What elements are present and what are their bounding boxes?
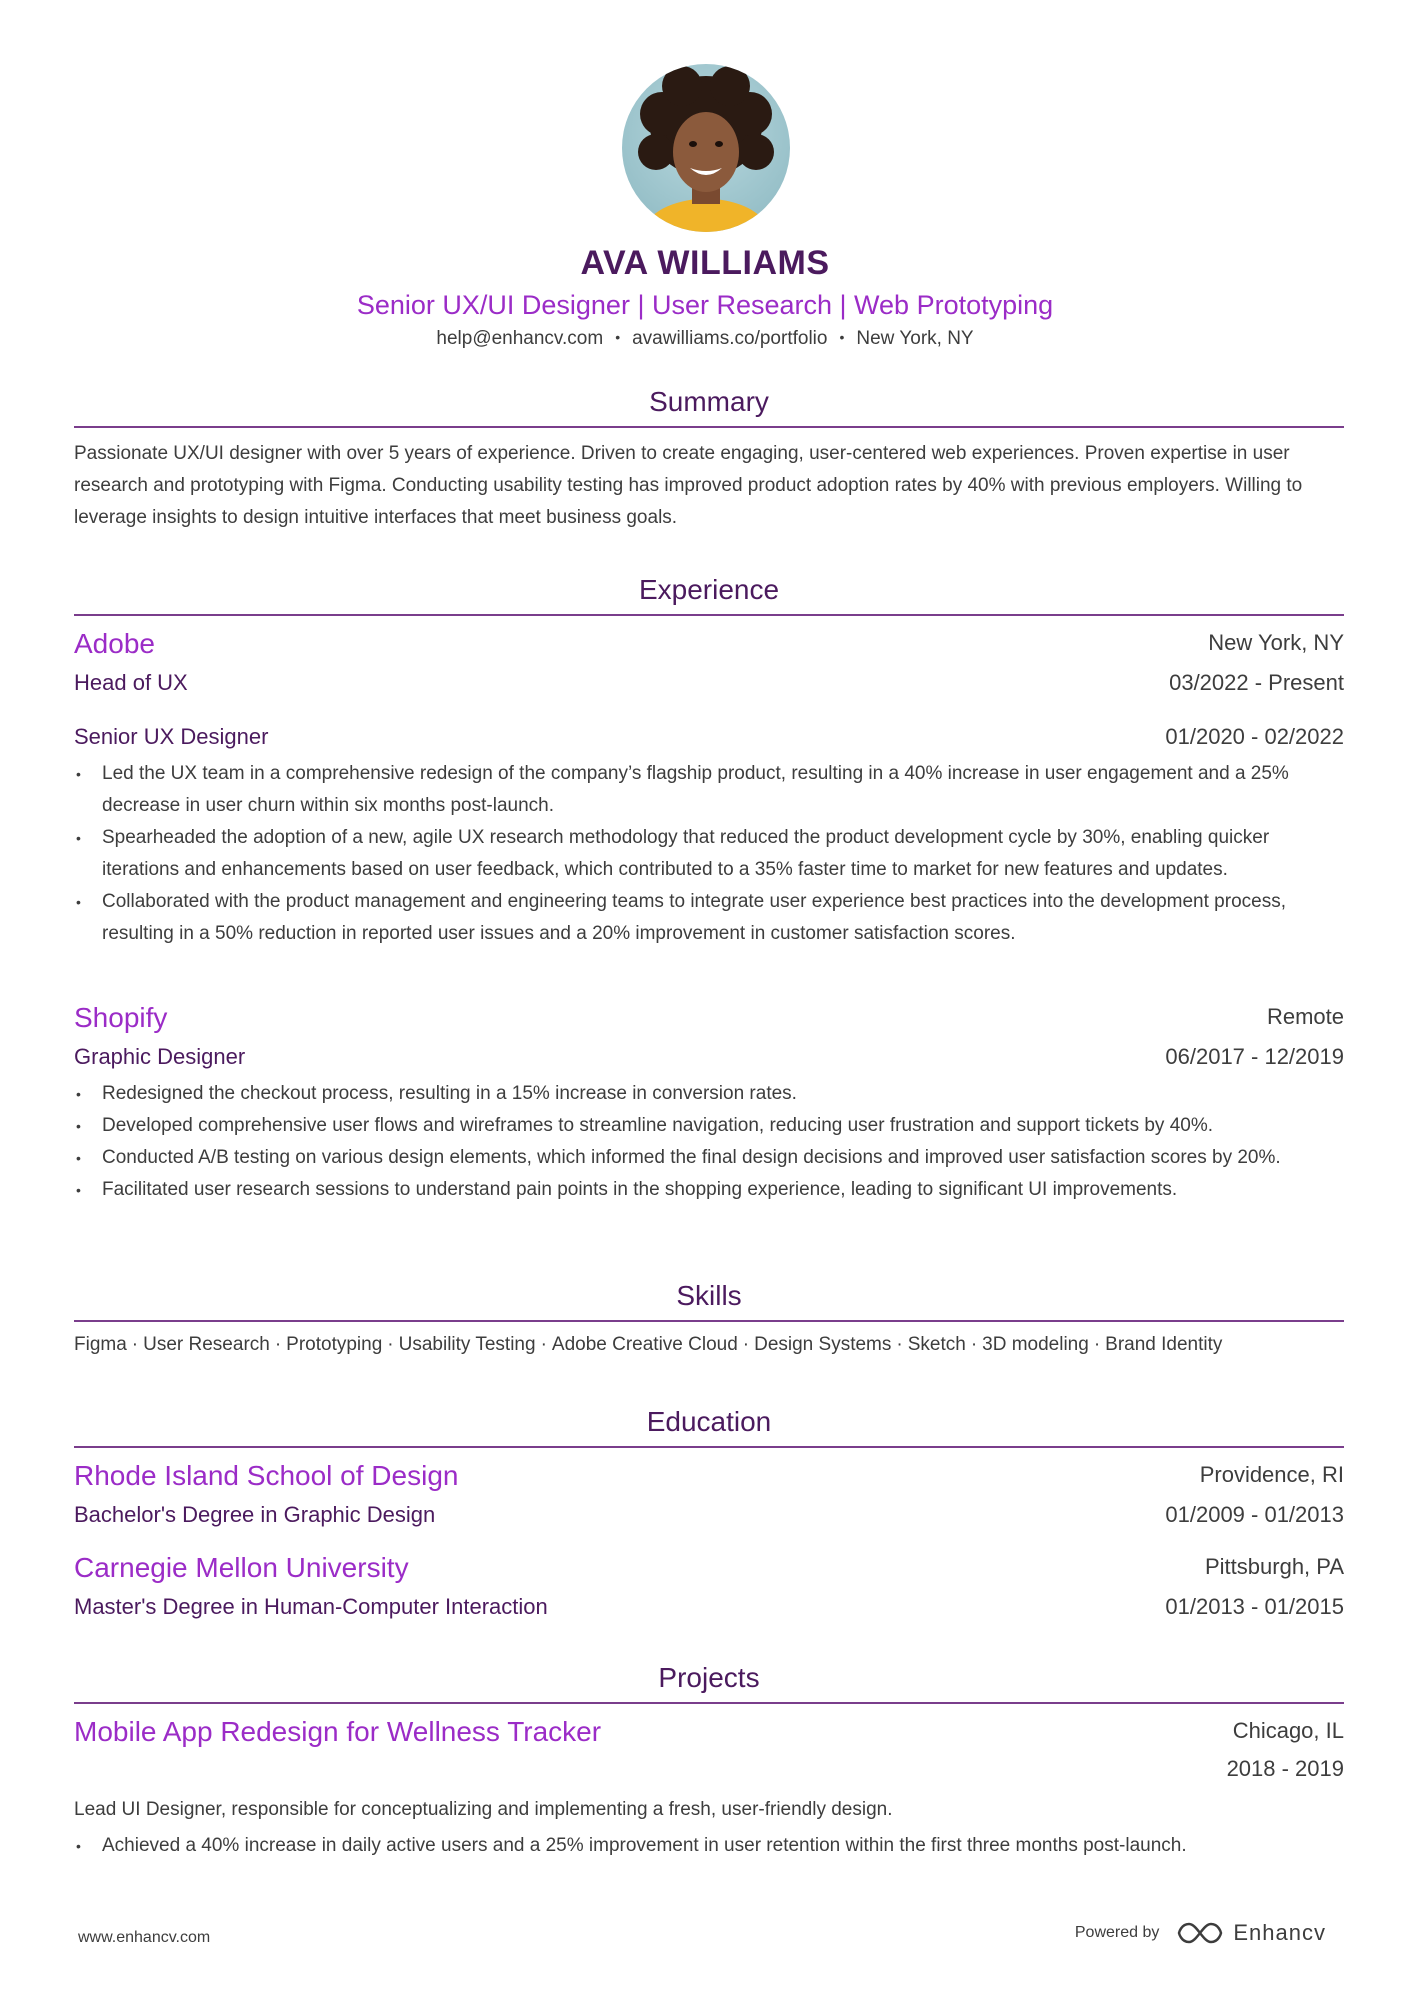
- skill-item: Sketch: [907, 1334, 966, 1355]
- job-location: New York, NY: [1208, 630, 1344, 655]
- education-divider: [74, 1446, 1344, 1448]
- profile-photo: [622, 64, 790, 232]
- job-achievements: [74, 1078, 1344, 1206]
- achievement-item: • Redesigned the checkout process, resulting in a 15% increase in conversion rates.: [74, 1078, 1344, 1110]
- project-name: Mobile App Redesign for Wellness Tracker: [74, 1716, 602, 1747]
- job-achievements: [74, 758, 1344, 950]
- job-title: Head of UX: [74, 670, 188, 695]
- projects-divider: [74, 1702, 1344, 1704]
- summary-text: Passionate UX/UI designer with over 5 years of experience. Driven to create engaging, user-centered web experiences. Proven expertise in user research and prototyping with Figma. Conducting usability testing has improved product adoption rates by 40% with previous employers. Willing to leverage insights to design intuitive interfaces that meet business goals.: [74, 443, 1303, 528]
- education-dates: 01/2009 - 01/2013: [1165, 1502, 1344, 1527]
- contact-portfolio[interactable]: avawilliams.co/portfolio: [632, 328, 828, 349]
- skills-divider: [74, 1320, 1344, 1322]
- achievement-item: • Led the UX team in a comprehensive redesign of the company’s flagship product, resulting in a 40% increase in user engagement and a 25% decrease in user churn within six months post-launch.: [74, 758, 1344, 822]
- company-name: Shopify: [74, 1002, 168, 1033]
- degree: Master's Degree in Human-Computer Interaction: [74, 1594, 548, 1619]
- achievement-item: • Spearheaded the adoption of a new, agile UX research methodology that reduced the product development cycle by 30%, enabling quicker iterations and enhancements based on user feedback, which contributed to a 35% faster time to market for new features and updates.: [74, 822, 1344, 886]
- skill-item: Usability Testing: [398, 1334, 536, 1355]
- summary-divider: [74, 426, 1344, 428]
- school-location: Providence, RI: [1199, 1462, 1344, 1487]
- projects-section-title: Projects: [658, 1662, 760, 1693]
- candidate-headline: Senior UX/UI Designer | User Research | Web Prototyping: [356, 290, 1054, 320]
- skill-item: Brand Identity: [1105, 1334, 1223, 1355]
- project-description: Lead UI Designer, responsible for conceptualizing and implementing a fresh, user-friendly design.: [74, 1799, 893, 1820]
- skills-section-title: Skills: [676, 1280, 742, 1311]
- job-title: Graphic Designer: [74, 1044, 246, 1069]
- experience-divider: [74, 614, 1344, 616]
- summary-section-title: Summary: [649, 386, 769, 417]
- contact-location: New York, NY: [856, 328, 974, 349]
- skill-item: Design Systems: [754, 1334, 892, 1355]
- powered-by-label: Powered by: [1074, 1924, 1160, 1941]
- job-dates: 01/2020 - 02/2022: [1165, 724, 1344, 749]
- skill-item: Adobe Creative Cloud: [551, 1334, 738, 1355]
- project-achievements: [74, 1830, 1344, 1862]
- contact-email[interactable]: help@enhancv.com: [436, 328, 604, 349]
- separator-dot: •: [839, 329, 845, 345]
- enhancv-logo[interactable]: [1177, 1920, 1326, 1946]
- infinity-logo-icon: [1177, 1920, 1223, 1946]
- footer-website[interactable]: www.enhancv.com: [78, 1929, 211, 1946]
- skills-list: Figma · User Research · Prototyping · Usability Testing · Adobe Creative Cloud · Design Systems · Sketch · 3D modeling · Brand Identity: [74, 1334, 1223, 1355]
- project-location: Chicago, IL: [1232, 1718, 1344, 1743]
- school-name: Carnegie Mellon University: [74, 1552, 409, 1583]
- job-dates: 06/2017 - 12/2019: [1165, 1044, 1344, 1069]
- profile-photo-image: [622, 64, 790, 232]
- school-name: Rhode Island School of Design: [74, 1460, 459, 1491]
- separator-dot: •: [615, 329, 621, 345]
- job-location: Remote: [1266, 1004, 1344, 1029]
- job-title: Senior UX Designer: [74, 724, 269, 749]
- candidate-name: AVA WILLIAMS: [580, 244, 830, 282]
- skill-item: Figma: [74, 1334, 127, 1355]
- achievement-item: • Facilitated user research sessions to understand pain points in the shopping experience, leading to significant UI improvements.: [74, 1174, 1344, 1206]
- job-dates: 03/2022 - Present: [1169, 670, 1344, 695]
- experience-section-title: Experience: [638, 574, 780, 605]
- achievement-item: • Conducted A/B testing on various design elements, which informed the final design decisions and improved user satisfaction scores by 20%.: [74, 1142, 1344, 1174]
- education-section-title: Education: [646, 1406, 772, 1437]
- school-location: Pittsburgh, PA: [1205, 1554, 1344, 1579]
- skill-item: 3D modeling: [982, 1334, 1089, 1355]
- skill-item: Prototyping: [286, 1334, 383, 1355]
- achievement-item: • Achieved a 40% increase in daily active users and a 25% improvement in user retention within the first three months post-launch.: [74, 1830, 1344, 1862]
- company-name: Adobe: [74, 628, 155, 659]
- project-dates: 2018 - 2019: [1226, 1756, 1344, 1781]
- contact-info: [0, 328, 1410, 350]
- achievement-item: • Developed comprehensive user flows and wireframes to streamline navigation, reducing user frustration and support tickets by 40%.: [74, 1110, 1344, 1142]
- achievement-item: • Collaborated with the product management and engineering teams to integrate user experience best practices into the development process, resulting in a 50% reduction in reported user issues and a 20% improvement in customer satisfaction scores.: [74, 886, 1344, 950]
- footer-branding: [1075, 1920, 1326, 1946]
- education-dates: 01/2013 - 01/2015: [1165, 1594, 1344, 1619]
- brand-name: Enhancv: [1233, 1920, 1326, 1945]
- skill-item: User Research: [143, 1334, 270, 1355]
- degree: Bachelor's Degree in Graphic Design: [74, 1502, 436, 1527]
